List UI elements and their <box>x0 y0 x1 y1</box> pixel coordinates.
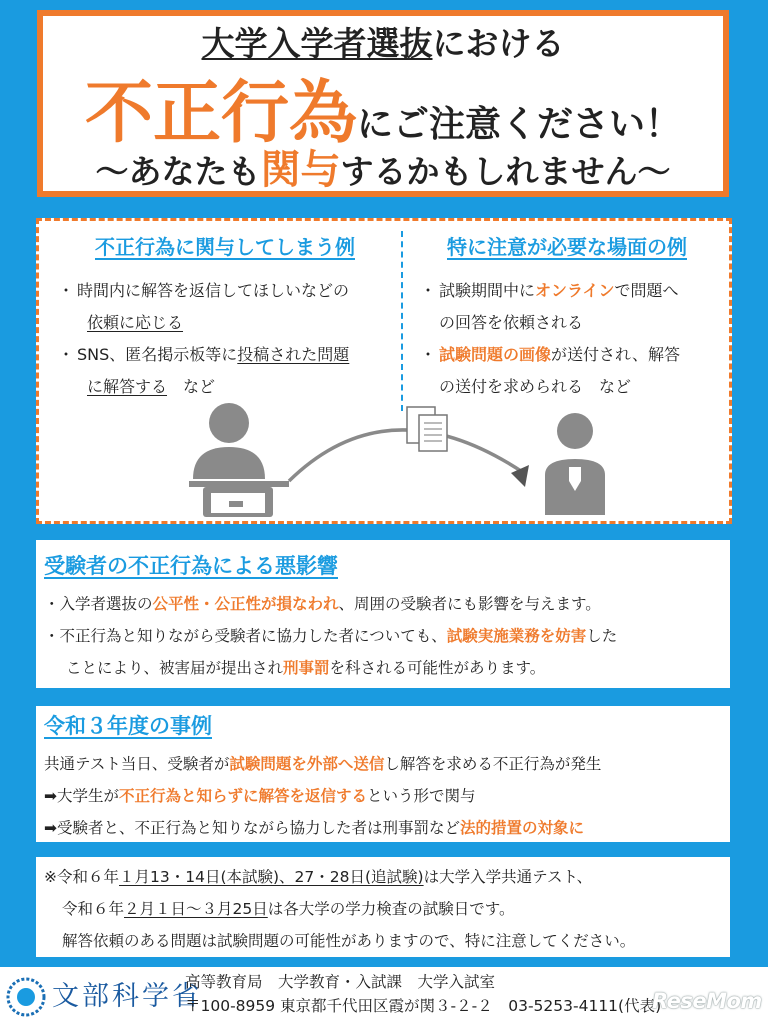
documents-icon <box>407 407 447 451</box>
title-underlined-text: 大学入学者選抜 <box>201 24 433 63</box>
illustration <box>189 403 609 519</box>
case-section <box>36 706 730 842</box>
watermark: ReseMom <box>652 989 762 1013</box>
case-line-1: 共通テスト当日、受験者が試験問題を外部へ送信し解答を求める不正行為が発生 <box>44 755 602 773</box>
caution-scenarios-title: 特に注意が必要な場面の例 <box>447 235 687 259</box>
case-line-2: ➡大学生が不正行為と知らずに解答を返信するという形で関与 <box>44 787 476 805</box>
list-item: ・ SNS、匿名掲示板等に投稿された問題 に解答する など <box>57 345 350 396</box>
impact-line-3: ことにより、被害届が提出され刑事罰を科される可能性があります。 <box>66 659 546 677</box>
title-banner <box>37 10 729 197</box>
title-emphasis: 不正行為 <box>84 74 357 153</box>
person-icon <box>545 413 605 515</box>
note-line-2: 令和６年２月１日～３月25日は各大学の学力検査の試験日です。 <box>62 900 515 918</box>
ministry-name: 文部科学省 <box>52 981 202 1012</box>
examples-panel <box>36 218 732 524</box>
address: 〒100-8959 東京都千代田区霞が関３-２-２ 03-5253-4111(代表) <box>185 997 662 1015</box>
impact-line-2: ・不正行為と知りながら受験者に協力した者についても、試験実施業務を妨害した <box>44 627 618 645</box>
note-line-1: ※令和６年１月13・14日(本試験)、27・28日(追試験)は大学入学共通テスト、 <box>44 868 593 886</box>
subtitle: 〜あなたも関与するかもしれません〜 <box>95 147 671 193</box>
involvement-examples-title: 不正行為に関与してしまう例 <box>95 235 355 259</box>
impact-line-1: ・入学者選抜の公平性・公正性が損なわれ、周囲の受験者にも影響を与えます。 <box>44 595 601 613</box>
title-line-1: 大学入学者選抜における <box>201 24 565 63</box>
exam-dates-note <box>36 857 730 957</box>
caution-scenarios <box>417 233 722 403</box>
list-item: ・ 試験問題の画像が送付され、解答 の送付を求められる など <box>419 345 680 396</box>
case-title: 令和３年度の事例 <box>44 714 212 738</box>
list-item: ・ 試験期間中にオンラインで問題へ の回答を依頼される <box>419 281 679 332</box>
person-laptop-icon <box>189 403 289 517</box>
footer <box>0 967 768 1024</box>
note-line-3: 解答依頼のある問題は試験問題の可能性がありますので、特に注意してください。 <box>62 932 636 950</box>
impact-title: 受験者の不正行為による悪影響 <box>44 554 338 578</box>
department: 高等教育局 大学教育・入試課 大学入試室 <box>185 973 496 991</box>
involvement-examples <box>55 233 400 403</box>
title-line-2: 不正行為にご注意ください！ <box>84 74 682 153</box>
impact-section <box>36 540 730 688</box>
list-item: ・ 時間内に解答を返信してほしいなどの 依頼に応じる <box>57 281 350 332</box>
column-divider <box>401 231 403 411</box>
ministry-logo-icon <box>6 977 46 1017</box>
case-line-3: ➡受験者と、不正行為と知りながら協力した者は刑事罰など法的措置の対象に <box>44 819 585 837</box>
